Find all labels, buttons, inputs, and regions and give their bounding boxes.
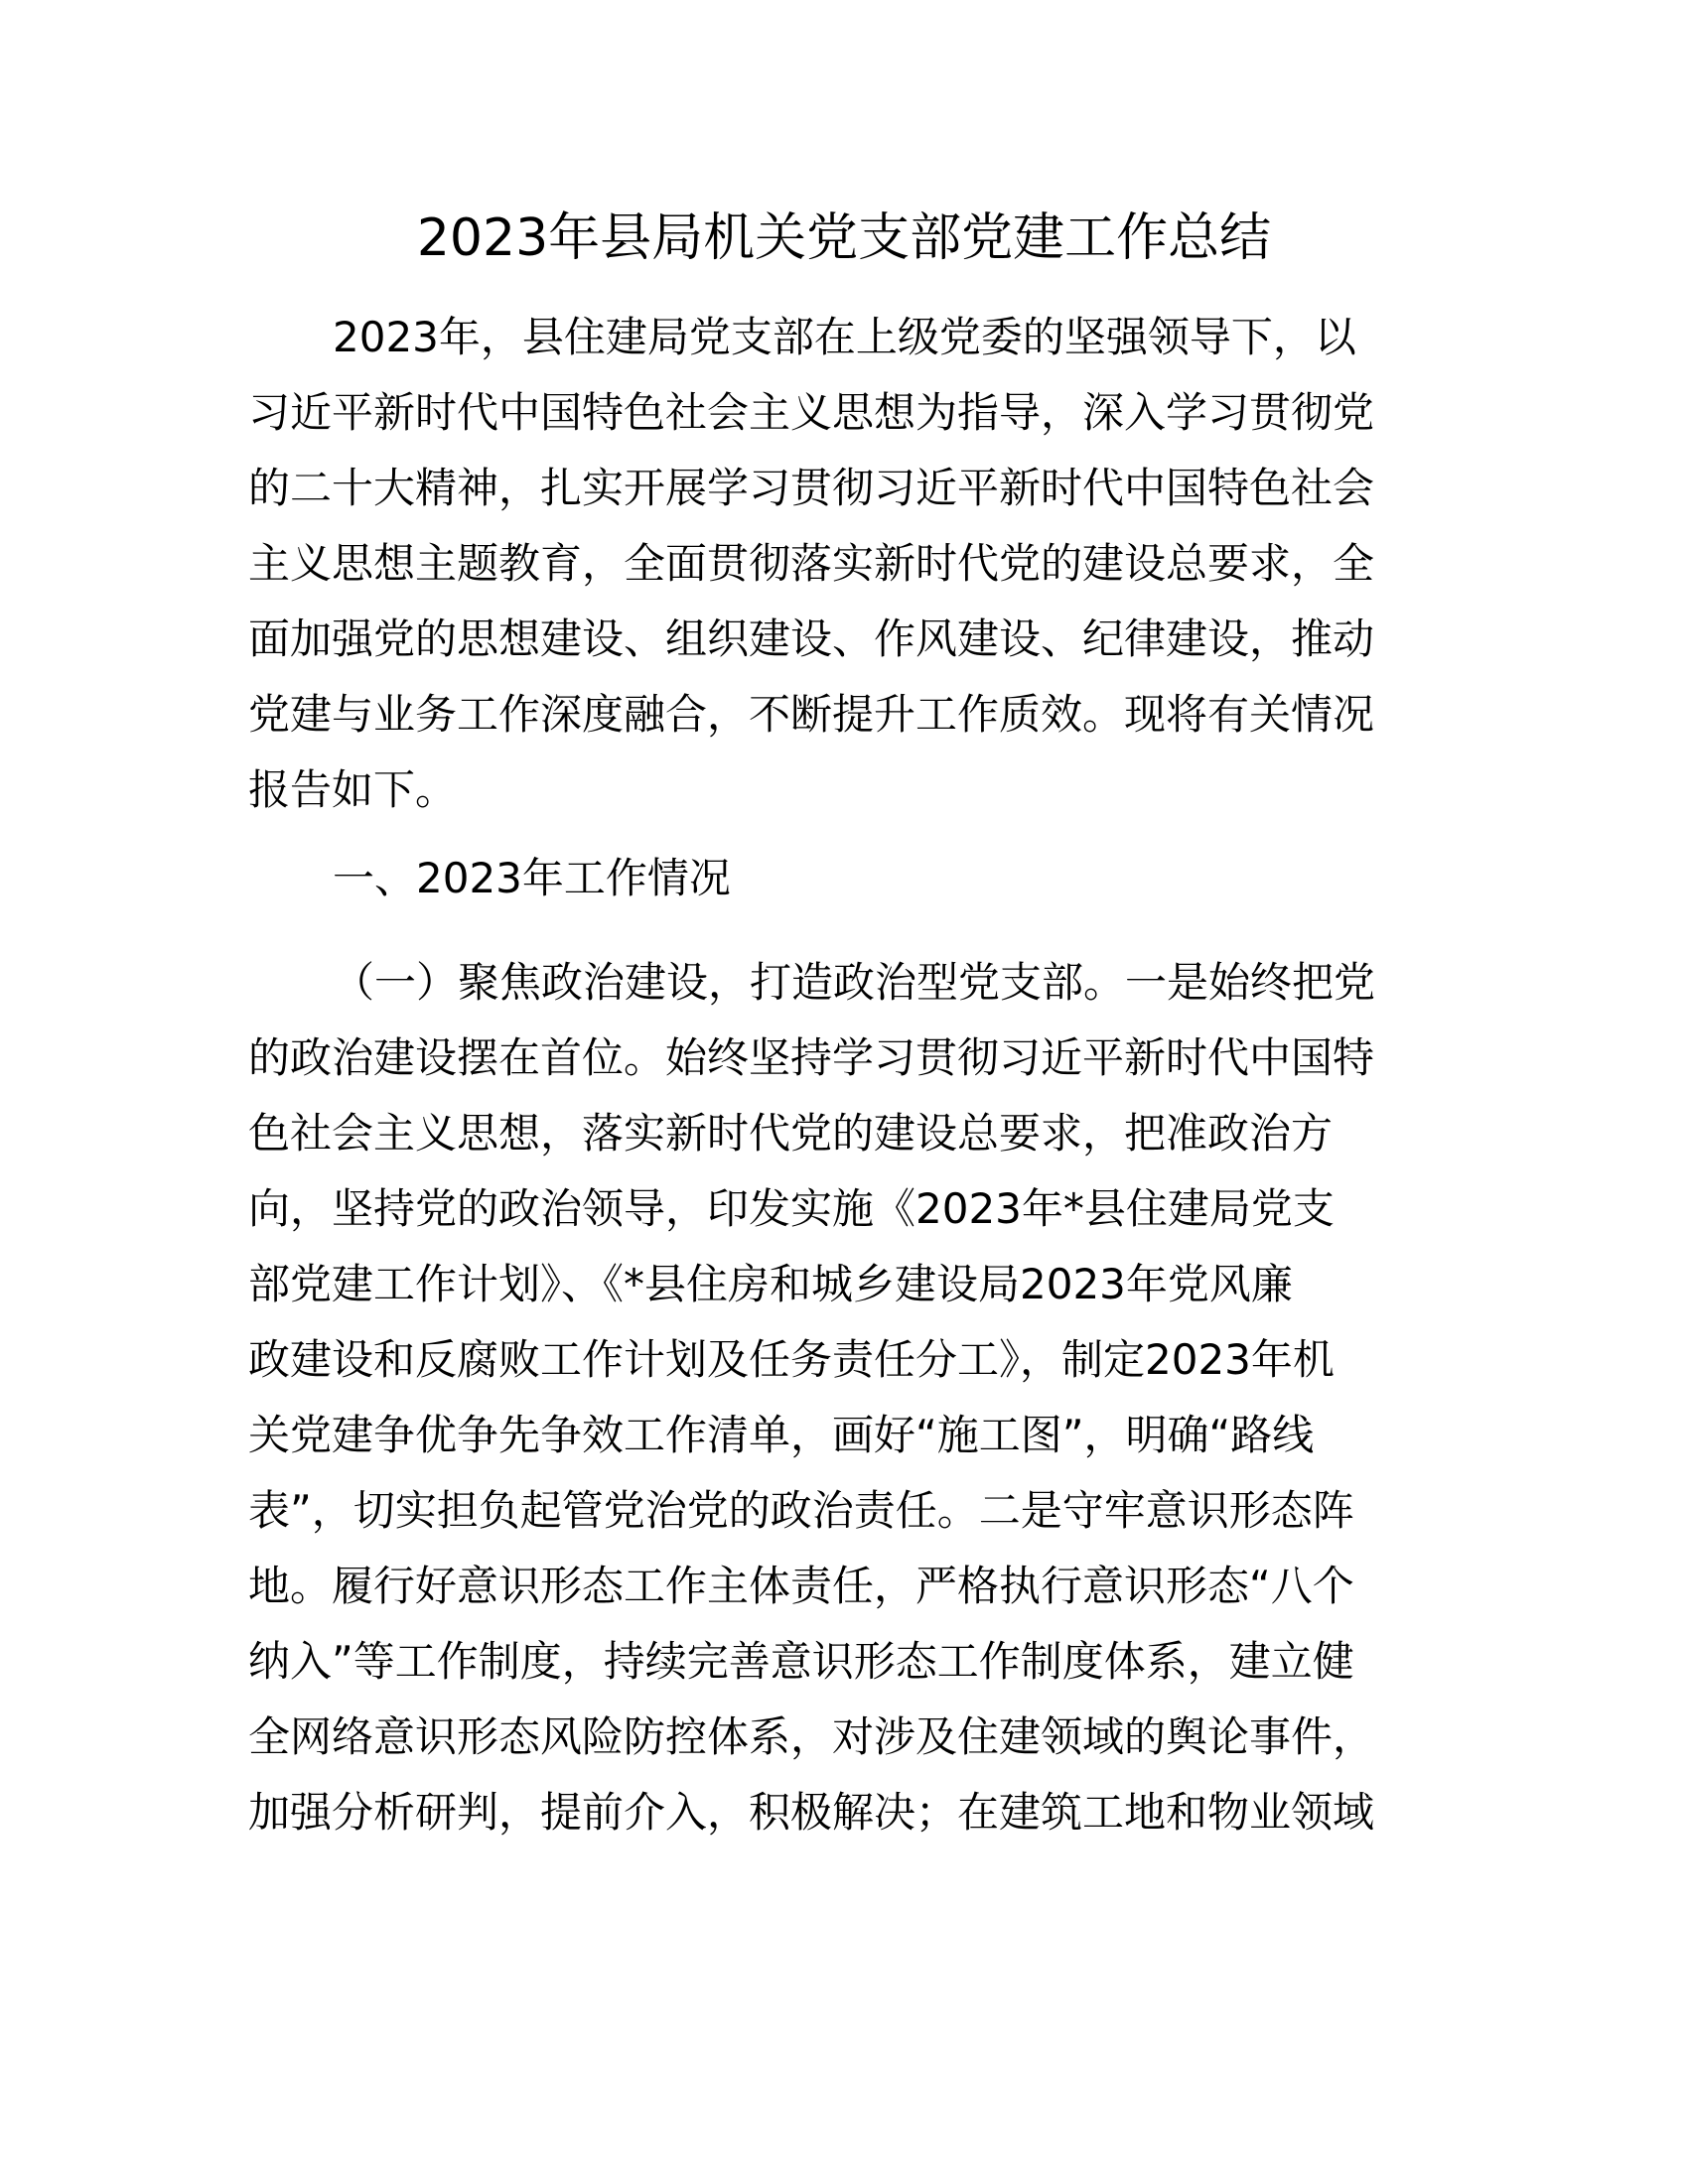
intro-line-1: 2023年，县住建局党支部在上级党委的坚强领导下，以 <box>333 313 1356 361</box>
intro-line-6: 党建与业务工作深度融合，不断提升工作质效。现将有关情况 <box>248 690 1375 739</box>
intro-line-5: 面加强党的思想建设、组织建设、作风建设、纪律建设，推动 <box>248 614 1375 663</box>
intro-line-4: 主义思想主题教育，全面贯彻落实新时代党的建设总要求，全 <box>248 539 1375 588</box>
section1-line-3: 色社会主义思想，落实新时代党的建设总要求，把准政治方 <box>248 1109 1334 1158</box>
section1-line-2: 的政治建设摆在首位。始终坚持学习贯彻习近平新时代中国特 <box>248 1033 1375 1082</box>
section1-line-5: 部党建工作计划》、《*县住房和城乡建设局2023年党风廉 <box>248 1260 1293 1308</box>
section1-line-7: 关党建争优争先争效工作清单，画好“施工图”，明确“路线 <box>248 1411 1315 1459</box>
section1-line-4: 向，坚持党的政治领导，印发实施《2023年*县住建局党支 <box>248 1184 1335 1233</box>
section1-line-12: 加强分析研判，提前介入，积极解决；在建筑工地和物业领域 <box>248 1788 1375 1837</box>
intro-line-3: 的二十大精神，扎实开展学习贯彻习近平新时代中国特色社会 <box>248 464 1375 512</box>
document-title: 2023年县局机关党支部党建工作总结 <box>416 208 1272 268</box>
section1-line-8: 表”，切实担负起管党治党的政治责任。二是守牢意识形态阵 <box>248 1486 1354 1535</box>
intro-line-7: 报告如下。 <box>248 765 458 814</box>
section1-line-9: 地。履行好意识形态工作主体责任，严格执行意识形态“八个 <box>248 1562 1354 1610</box>
section1-line-1: （一）聚焦政治建设，打造政治型党支部。一是始终把党 <box>333 958 1376 1007</box>
section1-line-11: 全网络意识形态风险防控体系，对涉及住建领域的舆论事件， <box>248 1712 1375 1761</box>
section1-line-10: 纳入”等工作制度，持续完善意识形态工作制度体系，建立健 <box>248 1637 1354 1686</box>
intro-line-2: 习近平新时代中国特色社会主义思想为指导，深入学习贯彻党 <box>248 388 1375 437</box>
section1-line-6: 政建设和反腐败工作计划及任务责任分工》，制定2023年机 <box>248 1335 1335 1384</box>
section-heading: 一、2023年工作情况 <box>333 854 731 902</box>
